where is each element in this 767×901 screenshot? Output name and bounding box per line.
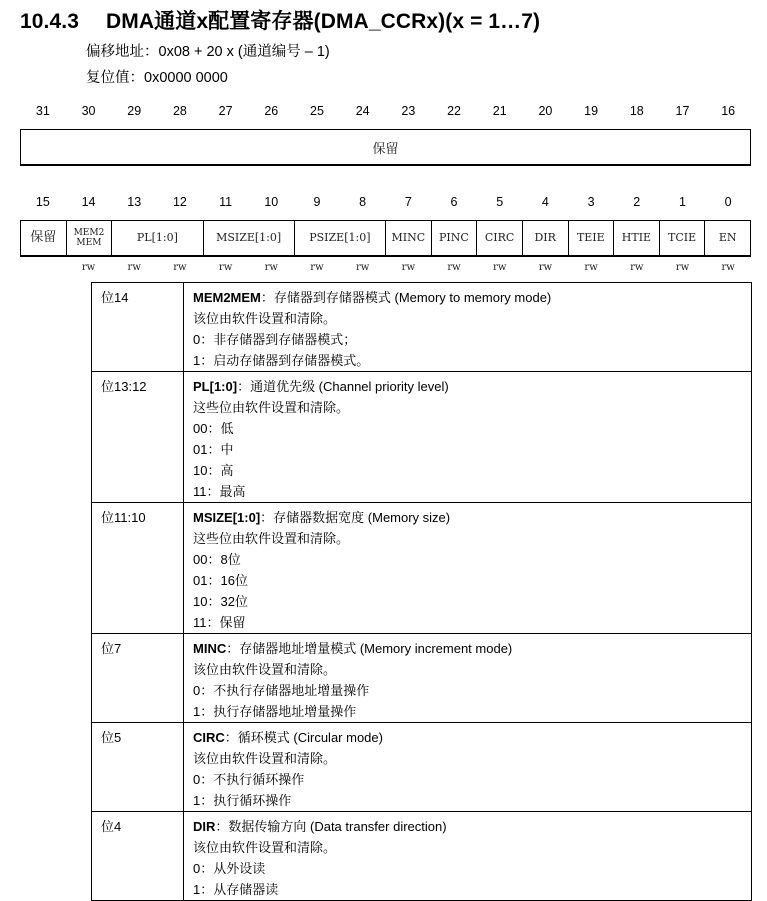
field-description xyxy=(184,723,752,812)
bit-number: 15 xyxy=(35,195,50,209)
bit-number: 11 xyxy=(219,195,233,209)
register-field: EN xyxy=(705,221,751,255)
access-type: rw xyxy=(721,262,735,273)
field-description xyxy=(184,503,752,634)
bit-position: 位13:12 xyxy=(92,372,184,503)
description-row xyxy=(92,372,752,503)
field-name: MINC xyxy=(193,641,227,656)
bit-number: 26 xyxy=(264,104,279,118)
register-field-row xyxy=(20,220,751,257)
field-title: ：数据传输方向 (Data transfer direction) xyxy=(215,819,447,834)
field-detail-line: 01：16位 xyxy=(193,573,248,588)
description-row xyxy=(92,723,752,812)
register-field: HTIE xyxy=(614,221,660,255)
access-type: rw xyxy=(538,262,553,273)
register-field: PL[1:0] xyxy=(112,221,203,255)
field-title: ：存储器地址增量模式 (Memory increment mode) xyxy=(226,641,513,656)
field-detail-line: 10：高 xyxy=(193,463,234,478)
field-detail-line: 该位由软件设置和清除。 xyxy=(193,311,337,326)
field-detail-line: 0：不执行存储器地址增量操作 xyxy=(193,683,370,698)
access-type: rw xyxy=(401,262,416,273)
bit-number: 6 xyxy=(450,195,458,209)
bit-position: 位11:10 xyxy=(92,503,184,634)
access-type: rw xyxy=(218,262,233,273)
bit-number: 1 xyxy=(678,195,686,209)
field-description xyxy=(184,283,752,372)
field-detail-line: 该位由软件设置和清除。 xyxy=(193,751,337,766)
access-type: rw xyxy=(493,262,507,273)
access-type: rw xyxy=(310,262,324,273)
bit-number: 14 xyxy=(81,195,96,209)
bit-number: 30 xyxy=(81,104,96,118)
access-type: rw xyxy=(173,262,187,273)
bit-number: 31 xyxy=(35,104,50,118)
bit-number: 16 xyxy=(721,104,736,118)
field-name: MEM2MEM xyxy=(193,290,261,305)
bit-number: 18 xyxy=(629,104,644,118)
field-description xyxy=(184,812,752,901)
register-field: PSIZE[1:0] xyxy=(295,221,386,255)
description-row xyxy=(92,634,752,723)
field-heading xyxy=(193,507,751,528)
bit-number: 9 xyxy=(313,195,321,209)
bit-number: 12 xyxy=(172,195,187,209)
field-detail-line: 11：保留 xyxy=(193,615,246,630)
bit-number: 8 xyxy=(359,195,367,209)
section-title: DMA通道x配置寄存器(DMA_CCRx)(x = 1…7) xyxy=(106,10,541,33)
bit-number: 2 xyxy=(633,195,641,209)
field-heading xyxy=(193,287,751,308)
field-detail-line: 该位由软件设置和清除。 xyxy=(193,840,337,855)
field-heading xyxy=(193,727,751,748)
reset-value: 复位值：0x0000 0000 xyxy=(86,70,228,86)
bit-number: 3 xyxy=(587,195,595,209)
access-type: rw xyxy=(127,262,141,273)
bit-number: 23 xyxy=(401,104,416,118)
field-heading xyxy=(193,816,751,837)
description-row xyxy=(92,503,752,634)
access-type: rw xyxy=(355,262,370,273)
field-detail-line: 01：中 xyxy=(193,442,234,457)
register-field: TEIE xyxy=(569,221,615,255)
bit-number: 22 xyxy=(447,104,461,118)
section-heading xyxy=(20,5,540,35)
access-type: rw xyxy=(584,262,598,273)
field-description xyxy=(184,634,752,723)
access-type xyxy=(20,262,66,274)
register-field: DIR xyxy=(523,221,569,255)
field-detail-line: 该位由软件设置和清除。 xyxy=(193,662,337,677)
field-detail-line: 1：执行存储器地址增量操作 xyxy=(193,704,357,719)
bit-description-table xyxy=(91,282,752,901)
field-heading xyxy=(193,638,751,659)
access-type: rw xyxy=(630,262,644,273)
bit-position: 位7 xyxy=(92,634,184,723)
register-field: 保留 xyxy=(21,221,67,255)
register-field: TCIE xyxy=(660,221,706,255)
bit-number: 21 xyxy=(492,104,507,118)
field-title: ：存储器数据宽度 (Memory size) xyxy=(260,510,451,525)
field-name: PL[1:0] xyxy=(193,379,238,394)
field-detail-line: 这些位由软件设置和清除。 xyxy=(193,531,350,546)
description-row xyxy=(92,812,752,901)
field-detail-line: 1：启动存储器到存储器模式。 xyxy=(193,353,370,368)
field-detail-line: 0：非存储器到存储器模式； xyxy=(193,332,357,347)
upper-reserved-field: 保留 xyxy=(20,129,751,166)
bit-number: 28 xyxy=(172,104,187,118)
upper-bit-numbers xyxy=(20,104,751,120)
field-description xyxy=(184,372,752,503)
field-detail-line: 11：最高 xyxy=(193,484,246,499)
bit-number: 10 xyxy=(264,195,279,209)
access-type: rw xyxy=(81,262,96,273)
field-detail-line: 10：32位 xyxy=(193,594,248,609)
field-name: CIRC xyxy=(193,730,225,745)
register-field: MSIZE[1:0] xyxy=(204,221,295,255)
lower-bit-numbers xyxy=(20,195,751,211)
register-field: MEM2 MEM xyxy=(67,221,113,255)
access-type-row xyxy=(20,262,751,274)
bit-number: 4 xyxy=(541,195,549,209)
field-detail-line: 0：不执行循环操作 xyxy=(193,772,305,787)
bit-position: 位14 xyxy=(92,283,184,372)
register-field: PINC xyxy=(432,221,478,255)
bit-number: 29 xyxy=(127,104,142,118)
bit-position: 位4 xyxy=(92,812,184,901)
field-heading xyxy=(193,376,751,397)
field-title: ：循环模式 (Circular mode) xyxy=(224,730,383,745)
field-detail-line: 1：执行循环操作 xyxy=(193,793,292,808)
bit-position: 位5 xyxy=(92,723,184,812)
offset-address: 偏移地址：0x08 + 20 x (通道编号 – 1) xyxy=(86,44,330,60)
field-title: ：通道优先级 (Channel priority level) xyxy=(237,379,449,394)
description-row xyxy=(92,283,752,372)
field-title: ：存储器到存储器模式 (Memory to memory mode) xyxy=(260,290,552,305)
bit-number: 7 xyxy=(404,195,412,209)
bit-number: 5 xyxy=(496,195,504,209)
bit-number: 27 xyxy=(218,104,233,118)
field-name: MSIZE[1:0] xyxy=(193,510,261,525)
access-type: rw xyxy=(675,262,690,273)
bit-number: 24 xyxy=(355,104,370,118)
field-detail-line: 00：低 xyxy=(193,421,234,436)
bit-number: 0 xyxy=(724,195,732,209)
field-detail-line: 这些位由软件设置和清除。 xyxy=(193,400,350,415)
bit-number: 25 xyxy=(310,104,324,118)
register-field: CIRC xyxy=(477,221,523,255)
bit-number: 13 xyxy=(127,195,142,209)
field-detail-line: 00：8位 xyxy=(193,552,241,567)
field-name: DIR xyxy=(193,819,216,834)
bit-number: 19 xyxy=(584,104,599,118)
bit-number: 17 xyxy=(675,104,690,118)
access-type: rw xyxy=(447,262,461,273)
section-number: 10.4.3 xyxy=(20,10,79,33)
field-detail-line: 0：从外设读 xyxy=(193,861,266,876)
bit-number: 20 xyxy=(538,104,553,118)
field-detail-line: 1：从存储器读 xyxy=(193,882,279,897)
register-field: MINC xyxy=(386,221,432,255)
access-type: rw xyxy=(264,262,278,273)
